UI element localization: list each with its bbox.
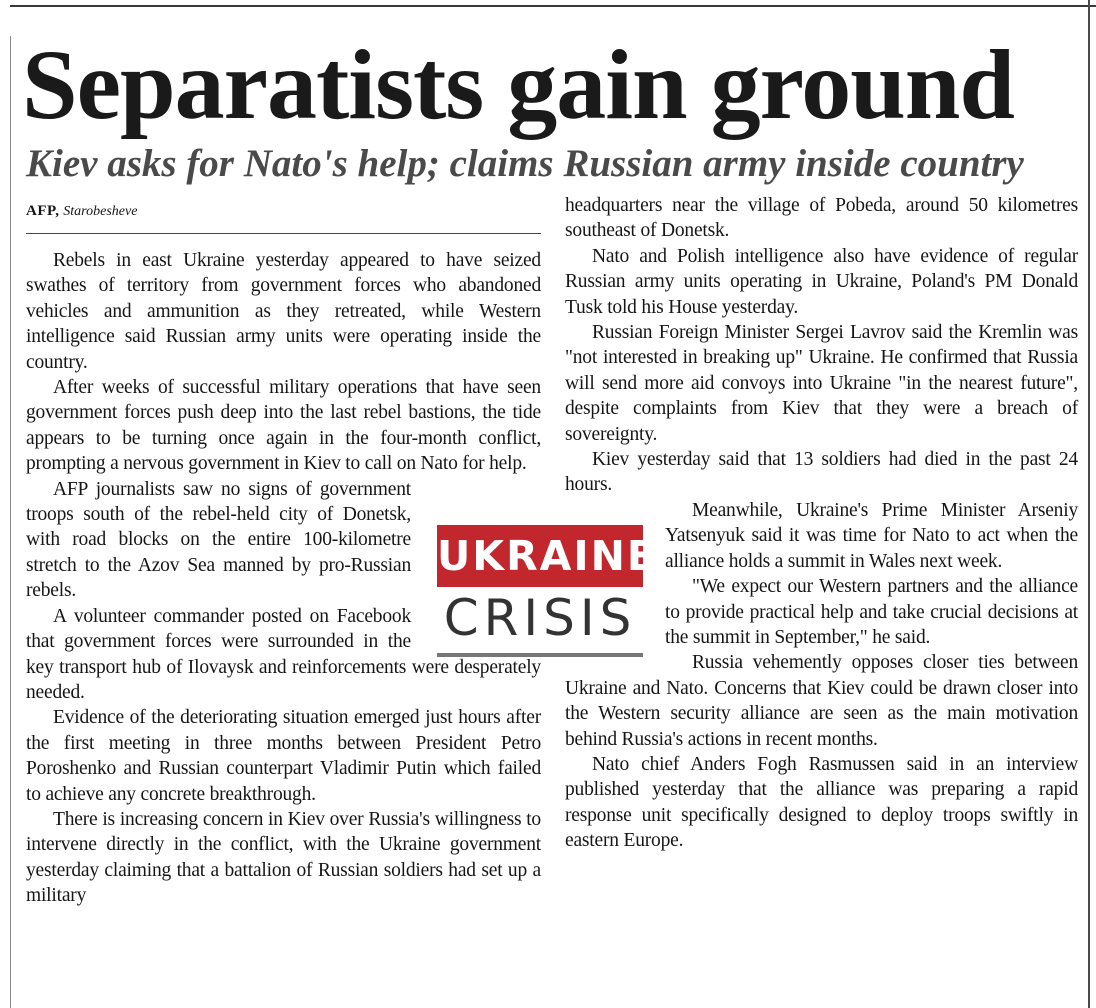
paragraph: After weeks of successful military operations that have seen government forces push deep into the last rebel bastions, the tide appears to be turning once again in the four-month conflict, prompting a nervous government in Kiev to call on Nato for help. bbox=[26, 377, 541, 475]
badge-underline bbox=[437, 653, 643, 657]
paragraph: A volunteer commander posted on Facebook that government forces were surrounded in the key transport hub of Ilovaysk and reinforcements were desperately needed. bbox=[26, 605, 541, 703]
paragraph: headquarters near the village of Pobeda, around 50 kilometres southeast of Donetsk. bbox=[565, 195, 1078, 242]
paragraph: Nato chief Anders Fogh Rasmussen said in an interview published yesterday that the alliance was preparing a rapid response unit specifically designed to deploy troops swiftly in eastern Europe. bbox=[565, 753, 1078, 852]
paragraph: Kiev yesterday said that 13 soldiers had died in the past 24 hours. bbox=[565, 449, 1078, 496]
ukraine-crisis-badge bbox=[437, 525, 657, 657]
paragraph: Russia vehemently opposes closer ties between Ukraine and Nato. Concerns that Kiev could be drawn closer into the Western security alliance are seen as the main motivation behind Russia's actions in recent months. bbox=[565, 652, 1078, 750]
paragraph: There is increasing concern in Kiev over Russia's willingness to intervene directly in the conflict, with the Ukraine government yesterday claiming that a battalion of Russian soldiers had set up a military bbox=[26, 808, 541, 907]
byline-agency: AFP, bbox=[26, 203, 60, 219]
headline: Separatists gain ground bbox=[22, 29, 1015, 140]
badge-bottom-label: CRISIS bbox=[443, 589, 637, 647]
paragraph: Russian Foreign Minister Sergei Lavrov said the Kremlin was "not interested in breaking up" Ukraine. He confirmed that Russia will send more aid convoys into Ukraine "in the nearest future", despite complaints from Kiev that they were a breach of sovereignty. bbox=[565, 322, 1078, 445]
top-rule bbox=[10, 5, 1096, 7]
paragraph: Evidence of the deteriorating situation emerged just hours after the first meeting in three months between President Petro Poroshenko and Russian counterpart Vladimir Putin which failed to achieve any concrete breakthrough. bbox=[26, 707, 541, 805]
badge-top-label: UKRAINE bbox=[437, 525, 643, 587]
paragraph: Meanwhile, Ukraine's Prime Minister Arseniy Yatsenyuk said it was time for Nato to act when the alliance holds a summit in Wales next week. bbox=[665, 499, 1078, 572]
subheadline: Kiev asks for Nato's help; claims Russian army inside country bbox=[26, 142, 1024, 185]
paragraph: Rebels in east Ukraine yesterday appeared to have seized swathes of territory from government forces who abandoned vehicles and ammunition as they retreated, while Western intelligence said Russian army units were operating inside the country. bbox=[26, 250, 541, 373]
paragraph: AFP journalists saw no signs of government troops south of the rebel-held city of Donetsk, with road blocks on the entire 100-kilometre stretch to the Azov Sea manned by pro-Russian rebels. bbox=[26, 478, 411, 602]
left-column-rule bbox=[10, 36, 11, 1008]
byline bbox=[26, 201, 137, 222]
byline-rule bbox=[26, 233, 541, 234]
paragraph: Nato and Polish intelligence also have evidence of regular Russian army units operating in Ukraine, Poland's PM Donald Tusk told his House yesterday. bbox=[565, 245, 1078, 318]
right-page-rule bbox=[1088, 0, 1090, 1008]
paragraph: "We expect our Western partners and the alliance to provide practical help and take crucial decisions at the summit in September," he said. bbox=[665, 576, 1078, 648]
byline-place: Starobesheve bbox=[63, 204, 138, 219]
article-column-right bbox=[565, 193, 1078, 854]
